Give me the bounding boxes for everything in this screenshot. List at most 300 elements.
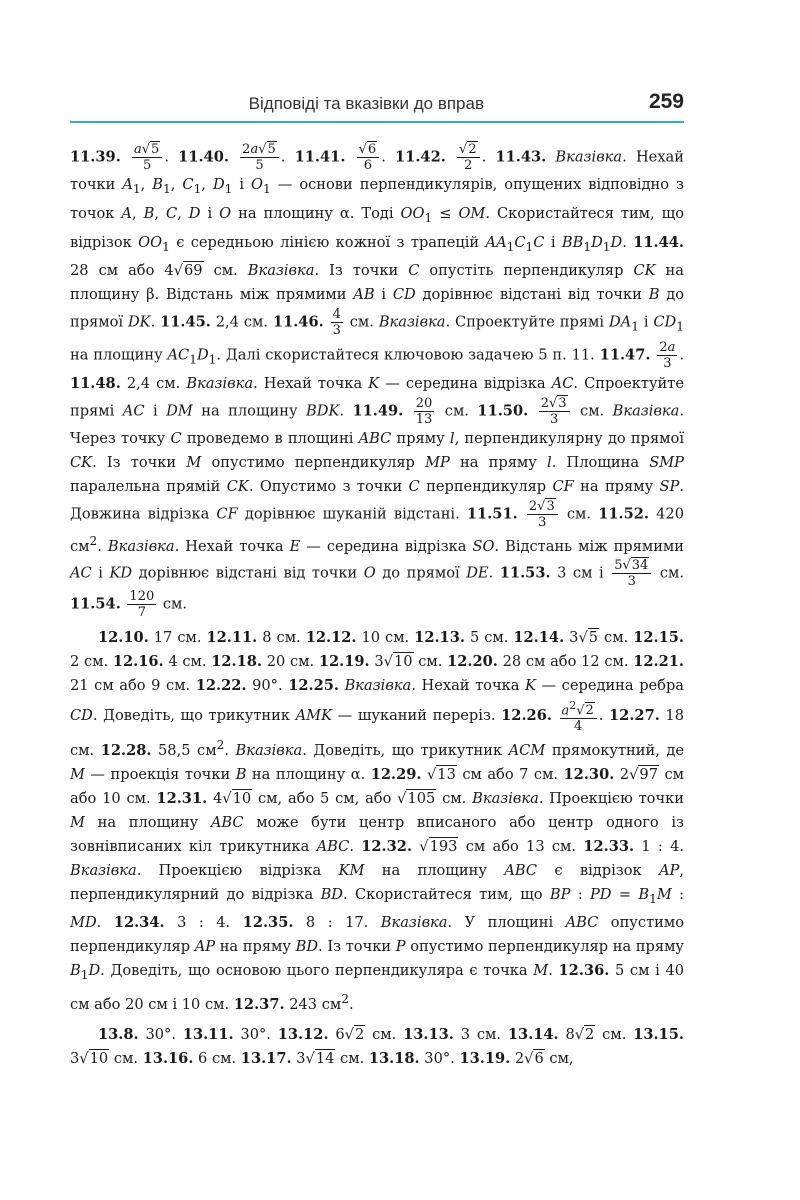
italic-text: O: [219, 204, 232, 222]
text-run: .: [164, 148, 179, 166]
text-run: 2,4 см.: [120, 374, 187, 392]
square-root: [306, 1049, 336, 1067]
text-run: см.: [365, 1025, 404, 1043]
text-run: ,: [201, 176, 213, 193]
radicand: 10: [232, 789, 252, 807]
italic-text: Вказівка: [107, 537, 175, 555]
text-run: 3: [627, 574, 636, 590]
fraction: [527, 499, 558, 530]
italic-text: Вказівка: [555, 148, 623, 166]
fraction: [331, 307, 343, 338]
text-run: . Із точки: [318, 938, 396, 956]
denominator: [560, 719, 597, 734]
italic-text: AP: [194, 938, 216, 956]
radical-sign: √: [383, 653, 393, 671]
text-run: 3: [332, 323, 341, 339]
text-run: [552, 707, 558, 724]
text-run: перпендикуляр: [419, 477, 553, 495]
radicand: 6: [534, 1049, 544, 1067]
text-run: ,: [154, 204, 166, 222]
text-run: . Відстань між прямими: [494, 537, 684, 555]
exercise-number: 12.26.: [501, 707, 552, 725]
numerator: [132, 142, 162, 158]
text-run: . Через точку: [70, 402, 684, 447]
text-run: 1 : 4.: [634, 837, 685, 855]
text-run: . Із точки: [314, 262, 409, 280]
italic-text: M: [186, 453, 202, 471]
text-run: .: [224, 742, 236, 760]
text-run: .: [96, 914, 114, 932]
italic-text: PD: [589, 885, 612, 903]
text-run: . Нехай точки: [70, 148, 684, 193]
exercise-number: 11.47.: [599, 346, 651, 364]
fraction: [560, 698, 597, 734]
italic-text: K: [368, 374, 380, 392]
square-root: [629, 765, 659, 783]
square-root: [622, 557, 649, 573]
page-header: [70, 88, 684, 122]
radical-sign: √: [173, 262, 183, 280]
text-run: .: [280, 148, 295, 166]
text-run: 6: [328, 1025, 345, 1043]
text-run: . Доведіть, що основою цього перпендикуляра є точка: [100, 962, 534, 980]
exercise-number: 13.11.: [182, 1025, 234, 1043]
subscript: 1: [525, 239, 534, 254]
text-run: . Площина: [551, 453, 650, 471]
fraction: [539, 396, 570, 427]
answers-paragraph-12: [70, 626, 684, 1017]
text-run: 58,5 см: [151, 742, 217, 760]
italic-text: A: [121, 204, 132, 222]
radical-sign: √: [537, 498, 546, 514]
text-run: .: [488, 564, 500, 582]
radicand: 6: [367, 142, 377, 157]
exercise-number: 11.39.: [70, 148, 121, 166]
fraction: [457, 142, 480, 173]
italic-text: C: [182, 176, 194, 193]
italic-text: C: [514, 233, 526, 251]
text-run: [518, 505, 525, 522]
text-run: , перпендикулярну до прямої: [454, 429, 684, 447]
italic-text: MP: [425, 453, 450, 471]
text-run: на пряму: [449, 453, 548, 471]
italic-text: a: [133, 142, 142, 157]
text-run: опустимо перпендикуляр: [70, 914, 685, 956]
text-run: є середньою лінією кожної з трапецій: [169, 233, 486, 251]
text-run: 28 см або 12 см.: [497, 653, 634, 671]
denominator: [457, 158, 480, 173]
numerator: [127, 589, 156, 605]
text-run: . Доведіть, що трикутник: [92, 707, 296, 725]
italic-text: ABC: [358, 429, 392, 447]
italic-text: CK: [226, 477, 249, 495]
italic-text: M: [656, 885, 672, 903]
text-run: 8 см.: [257, 629, 306, 647]
exercise-number: 11.40.: [178, 148, 229, 166]
italic-text: D: [591, 233, 603, 251]
text-run: ,: [140, 176, 153, 193]
text-run: см.: [595, 1025, 634, 1043]
italic-text: B: [70, 962, 81, 980]
text-run: см,: [544, 1049, 574, 1067]
square-root: [578, 628, 599, 646]
italic-text: OM: [458, 204, 486, 222]
italic-text: a: [667, 339, 676, 355]
text-run: на пряму: [573, 477, 660, 495]
text-run: ,: [177, 204, 189, 222]
text-run: см.: [436, 789, 473, 807]
radical-sign: √: [426, 766, 437, 784]
text-run: .: [548, 962, 559, 980]
text-run: . Нехай точка: [174, 537, 290, 555]
text-run: .: [481, 148, 496, 166]
text-run: 2: [614, 766, 630, 784]
subscript: 1: [189, 351, 197, 366]
text-run: .: [97, 537, 108, 555]
text-run: 2,4 см.: [210, 313, 273, 331]
italic-text: A: [122, 176, 133, 193]
fraction: [132, 142, 162, 173]
italic-text: B: [648, 286, 660, 304]
numerator: [357, 142, 380, 158]
text-run: . Спроектуйте прямі: [70, 374, 684, 420]
radical-sign: √: [524, 1049, 534, 1067]
radicand: 69: [184, 262, 203, 280]
subscript: 1: [132, 181, 141, 196]
exercise-number: 12.28.: [100, 742, 152, 760]
denominator: [414, 412, 435, 427]
text-run: і: [374, 286, 393, 304]
italic-text: O: [251, 176, 264, 193]
text-run: . У площині: [447, 914, 566, 932]
italic-text: ABC: [565, 914, 599, 932]
text-run: [121, 149, 130, 166]
italic-text: Вказівка: [247, 262, 315, 280]
subscript: 1: [649, 891, 657, 906]
italic-text: B: [235, 766, 247, 784]
exercise-number: 13.18.: [368, 1049, 420, 1067]
text-run: 6: [363, 158, 373, 173]
exercise-number: 11.53.: [499, 564, 551, 582]
exercise-number: 11.46.: [272, 313, 324, 331]
denominator: [132, 158, 162, 173]
text-run: на площину: [84, 813, 211, 831]
exercise-number: 12.13.: [414, 629, 465, 647]
italic-text: BDK: [306, 402, 340, 420]
exercise-number: 12.22.: [195, 677, 247, 695]
italic-text: CD: [70, 707, 93, 725]
text-run: см.: [436, 402, 478, 420]
answers-paragraph-11: [70, 142, 684, 620]
text-run: 243 см: [284, 995, 342, 1013]
square-root: [459, 141, 478, 157]
exercise-number: 11.48.: [70, 374, 121, 392]
text-run: . Із точки: [92, 453, 187, 471]
text-run: 3: [538, 514, 547, 530]
exercise-number: 12.25.: [288, 677, 339, 695]
radicand: 10: [89, 1049, 109, 1067]
italic-text: BD: [295, 938, 319, 956]
exercise-number: 12.18.: [211, 653, 262, 671]
text-run: пряму: [391, 429, 450, 447]
text-run: 20: [415, 395, 433, 411]
italic-text: E: [289, 537, 301, 555]
text-run: дорівнює шуканій відстані.: [237, 505, 467, 522]
radical-sign: √: [258, 142, 267, 157]
italic-text: M: [70, 766, 85, 784]
superscript: 2: [216, 738, 225, 753]
text-run: см.: [335, 1049, 369, 1067]
text-run: паралельна прямій: [70, 477, 227, 495]
italic-text: CK: [633, 262, 656, 280]
header-rule: [70, 121, 684, 123]
text-run: 13: [415, 411, 433, 427]
exercise-number: 11.54.: [70, 595, 121, 613]
italic-text: a: [250, 142, 259, 157]
text-run: см.: [559, 505, 599, 522]
text-run: може бути центр вписаного або центр одного із зовнівписаних кіл трикутника: [70, 813, 684, 855]
exercise-number: 11.49.: [352, 402, 404, 420]
fraction: [657, 340, 677, 371]
text-run: 2: [242, 142, 251, 157]
text-run: ,: [170, 176, 183, 193]
numerator: [539, 396, 570, 412]
italic-text: SMP: [649, 453, 684, 471]
exercise-number: 13.19.: [459, 1049, 511, 1067]
text-run: . Проекцією точки: [538, 789, 684, 807]
subscript: 1: [162, 239, 170, 254]
text-run: [528, 402, 536, 419]
exercise-number: 12.34.: [113, 914, 165, 932]
answers-text: [70, 142, 684, 1071]
italic-text: ABC: [504, 861, 538, 879]
text-run: .: [598, 707, 610, 725]
text-run: 420 см: [70, 505, 684, 555]
italic-text: DM: [166, 402, 193, 420]
text-run: і: [144, 402, 167, 420]
subscript: 1: [506, 239, 515, 254]
radical-sign: √: [629, 766, 639, 784]
text-run: на площину α.: [246, 766, 371, 784]
italic-text: Вказівка: [235, 742, 303, 760]
denominator: [527, 515, 558, 530]
square-root: [575, 1025, 596, 1043]
text-run: і: [232, 176, 252, 193]
text-run: опустимо перпендикуляр: [201, 453, 426, 471]
text-run: 30°.: [233, 1025, 278, 1043]
subscript: 1: [263, 181, 271, 196]
radicand: 193: [429, 837, 458, 855]
exercise-number: 12.14.: [513, 629, 565, 647]
italic-text: AB: [353, 286, 375, 304]
denominator: [357, 158, 380, 173]
text-run: 7: [137, 605, 146, 621]
text-run: 3: [549, 411, 559, 427]
fraction: [240, 142, 279, 173]
text-run: см.: [109, 1049, 143, 1067]
text-run: до прямої: [375, 564, 467, 582]
square-root: [142, 141, 161, 157]
text-run: [446, 149, 455, 166]
radicand: 2: [585, 703, 594, 719]
radical-sign: √: [344, 1025, 354, 1043]
italic-text: a: [561, 703, 570, 719]
text-run: 2: [528, 498, 538, 514]
exercise-number: 13.15.: [633, 1025, 684, 1043]
exercise-number: 12.21.: [633, 653, 684, 671]
text-run: 28 см або 4: [70, 262, 174, 280]
text-run: і: [200, 204, 220, 222]
text-run: . Доведіть, що трикутник: [302, 742, 509, 760]
exercise-number: 12.10.: [98, 629, 149, 647]
italic-text: CF: [552, 477, 574, 495]
radical-sign: √: [459, 142, 468, 157]
text-run: і: [638, 313, 654, 331]
numerator: [560, 698, 597, 719]
italic-text: AC: [122, 402, 145, 420]
italic-text: P: [395, 938, 406, 956]
text-run: 3: [70, 1049, 80, 1067]
text-run: 4 см.: [163, 653, 212, 671]
exercise-number: 13.16.: [142, 1049, 194, 1067]
italic-text: AC: [167, 346, 190, 364]
text-run: :: [671, 885, 684, 903]
italic-text: BB: [561, 233, 584, 251]
italic-text: BP: [549, 885, 571, 903]
italic-text: AC: [70, 564, 92, 582]
italic-text: OO: [400, 204, 425, 222]
numerator: [457, 142, 480, 158]
radical-sign: √: [141, 142, 151, 157]
exercise-number: 12.33.: [583, 837, 635, 855]
radical-sign: √: [358, 142, 367, 157]
exercise-number: 12.29.: [370, 766, 422, 784]
fraction: [414, 396, 435, 427]
italic-text: ACM: [508, 742, 546, 760]
text-run: . Спроектуйте прямі: [445, 313, 609, 331]
text-run: — середина відрізка: [300, 537, 473, 555]
radicand: 2: [468, 142, 477, 157]
denominator: [539, 412, 570, 427]
text-run: є відрізок: [537, 861, 659, 879]
exercise-number: 12.35.: [242, 914, 294, 932]
text-run: 3 см.: [453, 1025, 508, 1043]
italic-text: AC: [551, 374, 574, 392]
text-run: 5 см.: [464, 629, 514, 647]
text-run: см або 10 см.: [70, 766, 684, 807]
italic-text: DK: [127, 313, 151, 331]
text-run: 20 см.: [261, 653, 319, 671]
text-run: см.: [653, 564, 685, 582]
square-root: [384, 652, 414, 670]
numerator: [657, 340, 677, 356]
text-run: 2: [540, 395, 549, 411]
text-run: 2: [510, 1049, 525, 1067]
text-run: 3 : 4.: [164, 914, 243, 932]
text-run: см.: [203, 262, 248, 280]
subscript: 1: [631, 319, 639, 334]
italic-text: C: [170, 429, 182, 447]
italic-text: ABC: [316, 837, 350, 855]
numerator: [414, 396, 435, 412]
text-run: 90°.: [246, 677, 289, 695]
exercise-number: 11.43.: [495, 148, 547, 166]
text-run: =: [611, 885, 639, 903]
text-run: 5: [614, 558, 623, 574]
italic-text: AP: [658, 861, 680, 879]
text-run: .: [349, 837, 362, 855]
italic-text: CD: [653, 313, 677, 331]
italic-text: B: [143, 204, 155, 222]
text-run: 18 см.: [70, 707, 684, 760]
text-run: на площину α. Тоді: [231, 204, 401, 222]
text-run: см.: [599, 629, 634, 647]
italic-text: Вказівка: [344, 677, 412, 695]
text-run: . Скористайтеся тим, що: [343, 885, 550, 903]
square-root: [549, 395, 568, 411]
subscript: 1: [208, 351, 217, 366]
text-run: см.: [413, 653, 448, 671]
text-run: 4: [574, 719, 583, 735]
italic-text: OO: [138, 233, 163, 251]
square-root: [79, 1049, 109, 1067]
text-run: 2: [659, 339, 668, 355]
text-run: 30°.: [419, 1049, 460, 1067]
radical-sign: √: [574, 1025, 585, 1043]
denominator: [127, 605, 156, 620]
text-run: см, або 5 см, або: [252, 789, 398, 807]
italic-text: DA: [608, 313, 632, 331]
fraction: [612, 558, 651, 589]
text-run: , перпендикулярний до відрізка: [70, 861, 684, 903]
text-run: см або 7 см.: [456, 766, 564, 784]
text-run: .: [348, 995, 354, 1013]
numerator: [612, 558, 651, 574]
text-run: — проекція точки: [84, 766, 236, 784]
text-run: 30°.: [138, 1025, 183, 1043]
italic-text: SP: [659, 477, 680, 495]
text-run: .: [622, 233, 634, 251]
text-run: дорівнює відстані від точки: [132, 564, 364, 582]
fraction: [127, 589, 156, 620]
text-run: [121, 596, 126, 613]
radicand: 14: [315, 1049, 335, 1067]
exercise-number: 13.14.: [507, 1025, 559, 1043]
radical-sign: √: [305, 1049, 315, 1067]
square-root: [524, 1049, 545, 1067]
answers-paragraph-13: [70, 1023, 684, 1071]
exercise-number: 12.16.: [112, 653, 164, 671]
exercise-number: 12.20.: [447, 653, 498, 671]
exercise-number: 11.51.: [466, 505, 518, 522]
exercise-number: 12.27.: [609, 707, 660, 725]
subscript: 1: [80, 968, 89, 983]
radicand: 3: [558, 395, 567, 411]
text-run: опустіть перпендикуляр: [419, 262, 634, 280]
radicand: 97: [639, 766, 658, 784]
text-run: і: [544, 233, 562, 251]
text-run: 3: [564, 629, 579, 647]
text-run: . Нехай точка: [253, 374, 369, 392]
exercise-number: 13.8.: [98, 1025, 139, 1043]
radicand: 5: [267, 142, 276, 157]
square-root: [174, 261, 204, 279]
exercise-number: 12.36.: [558, 962, 610, 980]
text-run: [650, 346, 655, 363]
numerator: [331, 307, 343, 323]
subscript: 1: [676, 319, 684, 334]
text-run: 6 см.: [193, 1049, 241, 1067]
